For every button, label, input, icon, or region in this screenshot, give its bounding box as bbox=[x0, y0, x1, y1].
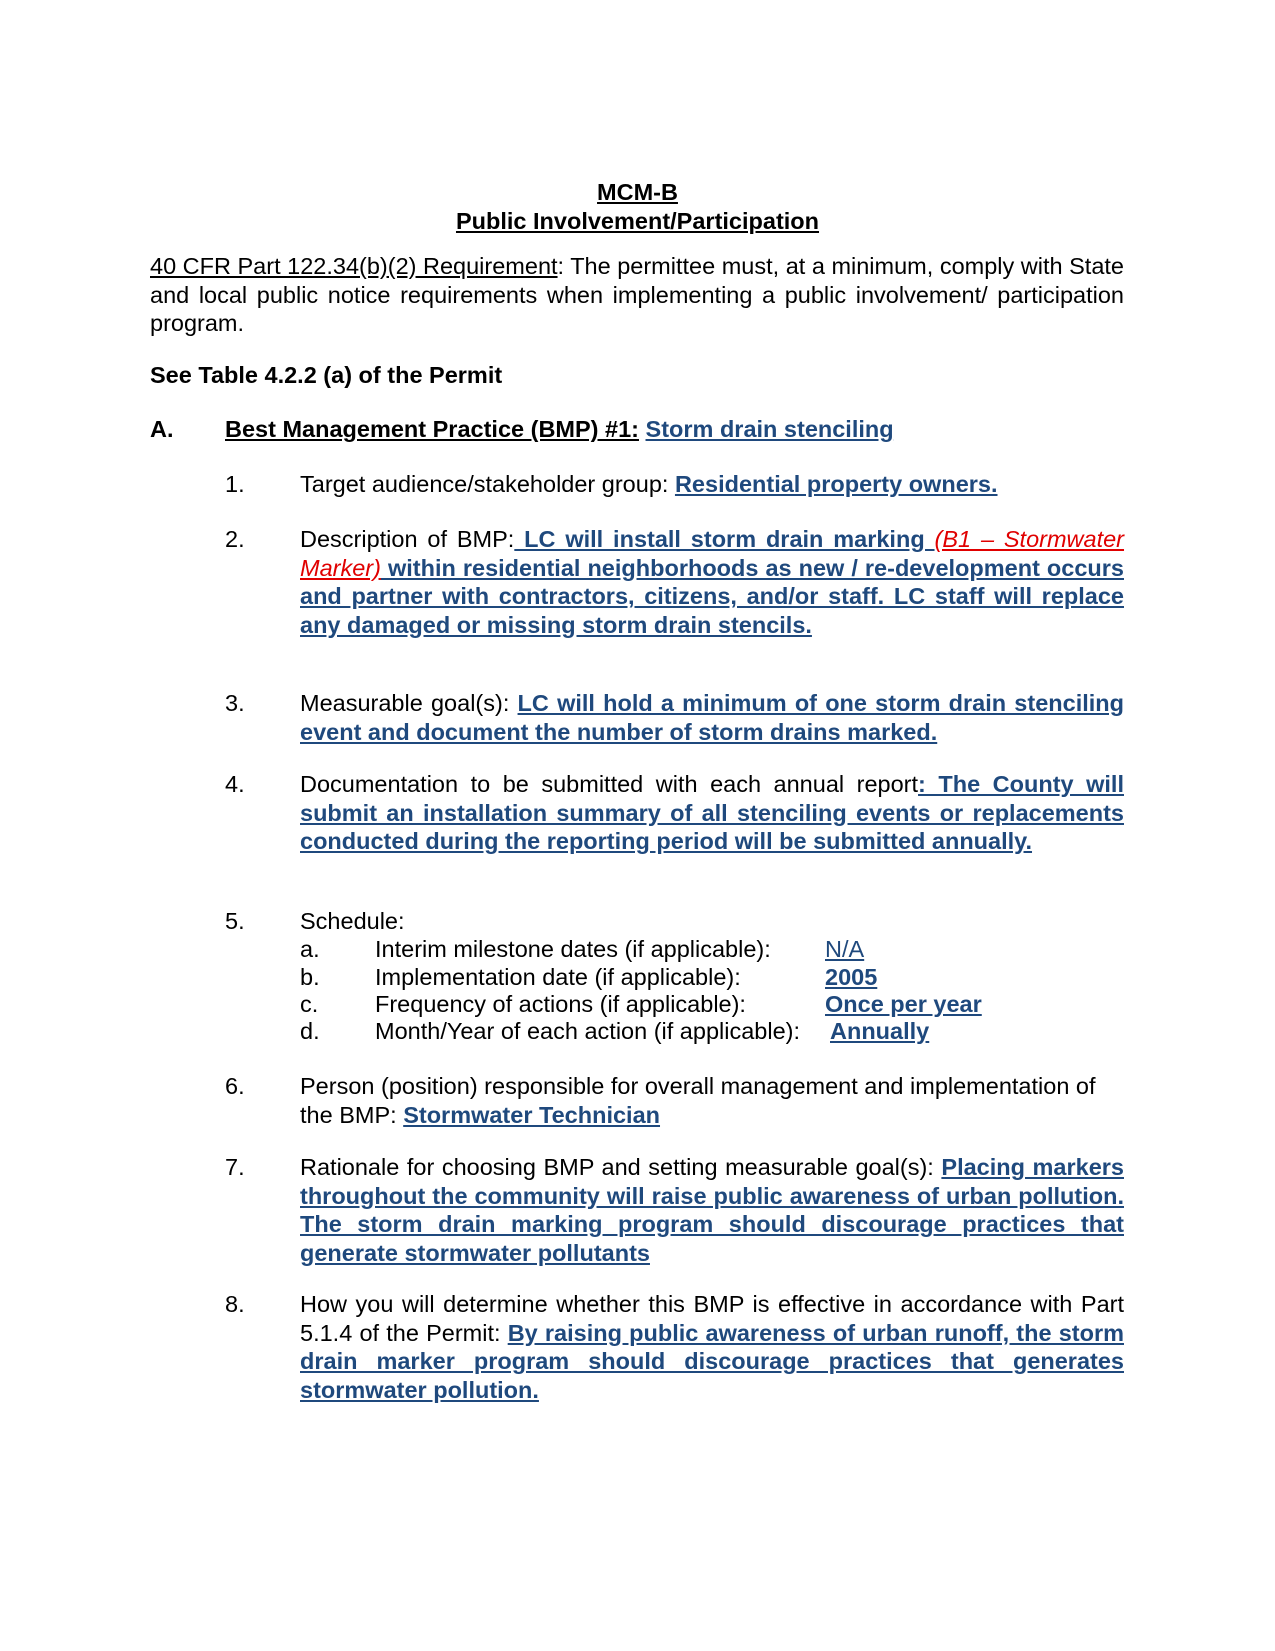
bmp-label: Best Management Practice (BMP) #1: bbox=[225, 416, 639, 442]
schedule-row-d bbox=[300, 1017, 1124, 1046]
schedule-value: Once per year bbox=[825, 991, 982, 1017]
item-label: How you will determine whether this BMP is effective in accordance with Part 5.1.4 of the Permit: bbox=[300, 1291, 1124, 1346]
item-number: 4. bbox=[225, 771, 245, 797]
item-value: Residential property owners. bbox=[674, 471, 998, 497]
requirement-text: : The permittee must, at a minimum, comply with State and local public notice requirements when implementing a public involvement/ participation program. bbox=[150, 253, 1124, 336]
schedule-value: 2005 bbox=[825, 964, 878, 990]
item-label: Documentation to be submitted with each annual report bbox=[300, 771, 919, 797]
item-label: Target audience/stakeholder group: bbox=[300, 471, 675, 497]
schedule-letter: a. bbox=[300, 936, 320, 962]
item-label: Schedule: bbox=[300, 908, 405, 934]
requirement-label: 40 CFR Part 122.34(b)(2) Requirement bbox=[150, 253, 558, 279]
item-number: 2. bbox=[225, 526, 245, 552]
item-value-part-1: LC will install storm drain marking bbox=[514, 526, 935, 552]
item-number: 3. bbox=[225, 690, 245, 716]
item-label: Measurable goal(s): bbox=[300, 690, 518, 716]
see-table-note: See Table 4.2.2 (a) of the Permit bbox=[150, 362, 503, 388]
item-number: 5. bbox=[225, 908, 245, 934]
item-value-part-2: within residential neighborhoods as new / re-development occurs and partner with contractors, citizens, and/or staff. LC staff will replace any damaged or missing storm drain stencils. bbox=[300, 554, 1124, 638]
item-value-red-note: (B1 – Stormwater Marker) bbox=[300, 526, 1125, 581]
item-number: 1. bbox=[225, 471, 245, 497]
item-value: Stormwater Technician bbox=[403, 1101, 661, 1128]
schedule-text: Implementation date (if applicable): bbox=[375, 964, 741, 990]
item-number: 7. bbox=[225, 1154, 245, 1180]
item-label: Rationale for choosing BMP and setting measurable goal(s): bbox=[300, 1154, 942, 1180]
bmp-letter: A. bbox=[150, 416, 174, 442]
requirement-paragraph bbox=[150, 252, 1124, 338]
item-number: 6. bbox=[225, 1073, 245, 1099]
schedule-value: N/A bbox=[825, 936, 865, 962]
item-number: 8. bbox=[225, 1291, 245, 1317]
schedule-value: Annually bbox=[830, 1018, 930, 1044]
schedule-row-b bbox=[300, 963, 1124, 992]
schedule-row-c bbox=[300, 990, 1124, 1019]
item-value: By raising public awareness of urban runoff, the storm drain marker program should discourage practices that generates stormwater pollution. bbox=[300, 1319, 1124, 1403]
title-line-1: MCM-B bbox=[597, 179, 678, 205]
schedule-letter: c. bbox=[300, 991, 319, 1017]
bmp-name: Storm drain stenciling bbox=[645, 416, 894, 442]
title-line-2: Public Involvement/Participation bbox=[455, 207, 820, 234]
schedule-letter: b. bbox=[300, 964, 320, 990]
schedule-row-a bbox=[300, 935, 1124, 964]
page-title bbox=[0, 178, 1275, 235]
item-value: Placing markers throughout the community will raise public awareness of urban pollution. The storm drain marking program should discourage practices that generate stormwater pollutants bbox=[300, 1154, 1124, 1266]
item-label: Person (position) responsible for overall management and implementation of the BMP: bbox=[300, 1073, 1096, 1128]
item-value: LC will hold a minimum of one storm drain stenciling event and document the number of storm drains marked. bbox=[300, 690, 1124, 745]
schedule-text: Frequency of actions (if applicable): bbox=[375, 991, 746, 1017]
schedule-text: Month/Year of each action (if applicable): bbox=[375, 1018, 800, 1044]
item-value: : The County will submit an installation summary of all stenciling events or replacements conducted during the reporting period will be submitted annually. bbox=[300, 771, 1124, 854]
schedule-text: Interim milestone dates (if applicable): bbox=[375, 936, 771, 962]
item-label: Description of BMP: bbox=[300, 526, 515, 552]
schedule-letter: d. bbox=[300, 1018, 320, 1044]
